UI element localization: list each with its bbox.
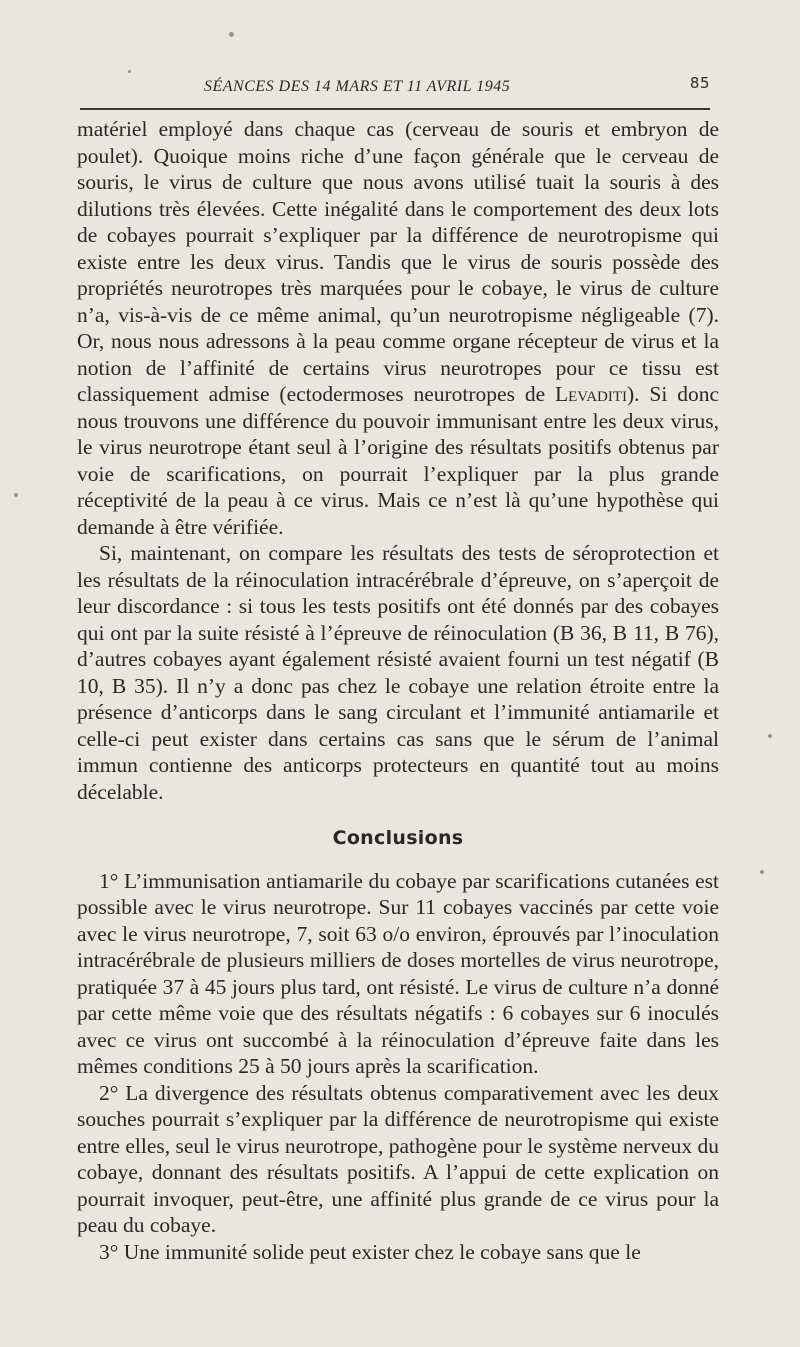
paragraph-2: Si, maintenant, on compare les résultats des tests de séroprotection et les résultats de la réinoculation intracérébrale d’épreuve, on s’aperçoit de leur discordance : si tous les tests positifs ont été donnés par des cobayes qui ont par la suite résisté à l’épreuve de réinoculation (B 36, B 11, B 76), d’autres cobayes ayant également résisté avaient fourni un test négatif (B 10, B 35). Il n’y a donc pas chez le cobaye une relation étroite entre la présence d’anticorps dans le sang circulant et l’immunité antiamarile et celle-ci peut exister dans certains cas sans que le sérum de l’animal immun contienne des anticorps protecteurs en quantité tout au moins décelable. [77, 541, 719, 804]
conclusion-point-3: 3° Une immunité solide peut exister chez le cobaye sans que le [99, 1239, 641, 1264]
scan-speck [768, 734, 772, 738]
scan-speck [14, 493, 18, 497]
conclusion-point-1: 1° L’immunisation antiamarile du cobaye par scarifications cutanées est possible avec le virus neurotrope. Sur 11 cobayes vaccinés par cette voie avec le virus neurotrope, 7, soit 63 o/o environ, éprouvés par l’inoculation intracérébrale de plusieurs milliers de doses mortelles de virus neurotrope, pratiquée 37 à 45 jours plus tard, ont résisté. Le virus de culture n’a donné par cette même voie que des résultats négatifs : 6 cobayes sur 6 inoculés avec ce virus ont succombé à la réinoculation d’épreuve faite dans les mêmes conditions 25 à 50 jours après la scarification. [77, 868, 719, 1078]
conclusions-heading: Conclusions [332, 827, 464, 849]
running-head: SÉANCES DES 14 MARS ET 11 AVRIL 1945 [204, 78, 511, 95]
body-text [77, 116, 719, 1265]
scan-speck [229, 32, 234, 37]
page-number: 85 [689, 74, 710, 92]
page-header [80, 74, 710, 100]
scan-speck [760, 870, 764, 874]
scan-speck [128, 70, 131, 73]
paragraph-1-text-end: ). Si donc nous trouvons une différence du pouvoir immunisant entre les deux virus, le virus neurotrope étant seul à l’origine des résultats positifs obtenus par voie de scarifications, on pourrait l’expliquer par la plus grande réceptivité de la peau à ce virus. Mais ce n’est là qu’une hypothèse qui demande à être vérifiée. [77, 382, 720, 539]
paragraph-1 [77, 116, 719, 540]
header-rule [80, 108, 710, 110]
author-name: Levaditi [555, 382, 628, 406]
conclusion-point-2: 2° La divergence des résultats obtenus comparativement avec les deux souches pourrait s’expliquer par la différence de neurotropisme qui existe entre elles, seul le virus neurotrope, pathogène pour le système nerveux du cobaye, donnant des résultats positifs. A l’appui de cette explication on pourrait invoquer, peut-être, une affinité plus grande de ce virus pour la peau du cobaye. [77, 1080, 719, 1237]
paragraph-1-text: matériel employé dans chaque cas (cerveau de souris et embryon de poulet). Quoique moins riche d’une façon générale que le cerveau de souris, le virus de culture que nous avons utilisé tuait la souris à des dilutions très élevées. Cette inégalité dans le comportement des deux lots de cobayes pourrait s’expliquer par la différence de neurotropisme qui existe entre les deux virus. Tandis que le virus de souris possède des propriétés neurotropes très marquées pour le cobaye, le virus de culture n’a, vis-à-vis de ce même animal, qu’un neurotropisme négligeable (7). Or, nous nous adressons à la peau comme organe récepteur de virus et la notion de l’affinité de certains virus neurotropes pour ce tissu est classiquement admise (ectodermoses neurotropes de [77, 117, 719, 406]
